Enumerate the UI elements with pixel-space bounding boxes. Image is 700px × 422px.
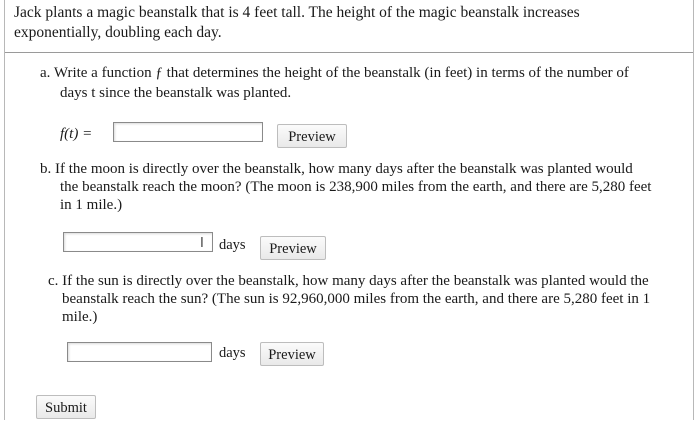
part-c-prompt-line-1: c. If the sun is directly over the beanstalk, how many days after the beanstalk was planted would the (48, 273, 649, 289)
submit-button[interactable]: Submit (36, 395, 96, 419)
part-c-prompt-line-3: mile.) (62, 309, 98, 325)
part-b-prompt-line-3: in 1 mile.) (60, 197, 123, 213)
part-c-prompt-line-2: beanstalk reach the sun? (The sun is 92,960,000 miles from the earth, and there are 5,280 feet in 1 (62, 291, 651, 307)
part-b-prompt-line-2: the beanstalk reach the moon? (The moon is 238,900 miles from the earth, and there are 5,280 feet (60, 179, 652, 195)
function-label: f(t) = (60, 126, 93, 142)
part-a-prompt-line-1: a. Write a function ƒ that determines the height of the beanstalk (in feet) in terms of the number of (40, 65, 629, 81)
problem-intro-line-2: exponentially, doubling each day. (14, 24, 222, 41)
i-beam-cursor-icon: I (200, 236, 204, 251)
moon-days-input[interactable] (63, 232, 213, 252)
function-input[interactable] (113, 122, 263, 142)
problem-intro-line-1: Jack plants a magic beanstalk that is 4 feet tall. The height of the magic beanstalk increases (14, 4, 580, 21)
sun-days-unit: days (219, 345, 246, 361)
moon-days-unit: days (219, 237, 246, 253)
sun-days-input[interactable] (67, 342, 212, 362)
preview-button-c[interactable]: Preview (260, 342, 324, 366)
part-a-prompt-line-2: days t since the beanstalk was planted. (60, 85, 292, 101)
preview-button-a[interactable]: Preview (277, 124, 347, 148)
divider (5, 52, 693, 53)
part-b-prompt-line-1: b. If the moon is directly over the beanstalk, how many days after the beanstalk was planted would (40, 161, 633, 177)
preview-button-b[interactable]: Preview (260, 236, 326, 260)
